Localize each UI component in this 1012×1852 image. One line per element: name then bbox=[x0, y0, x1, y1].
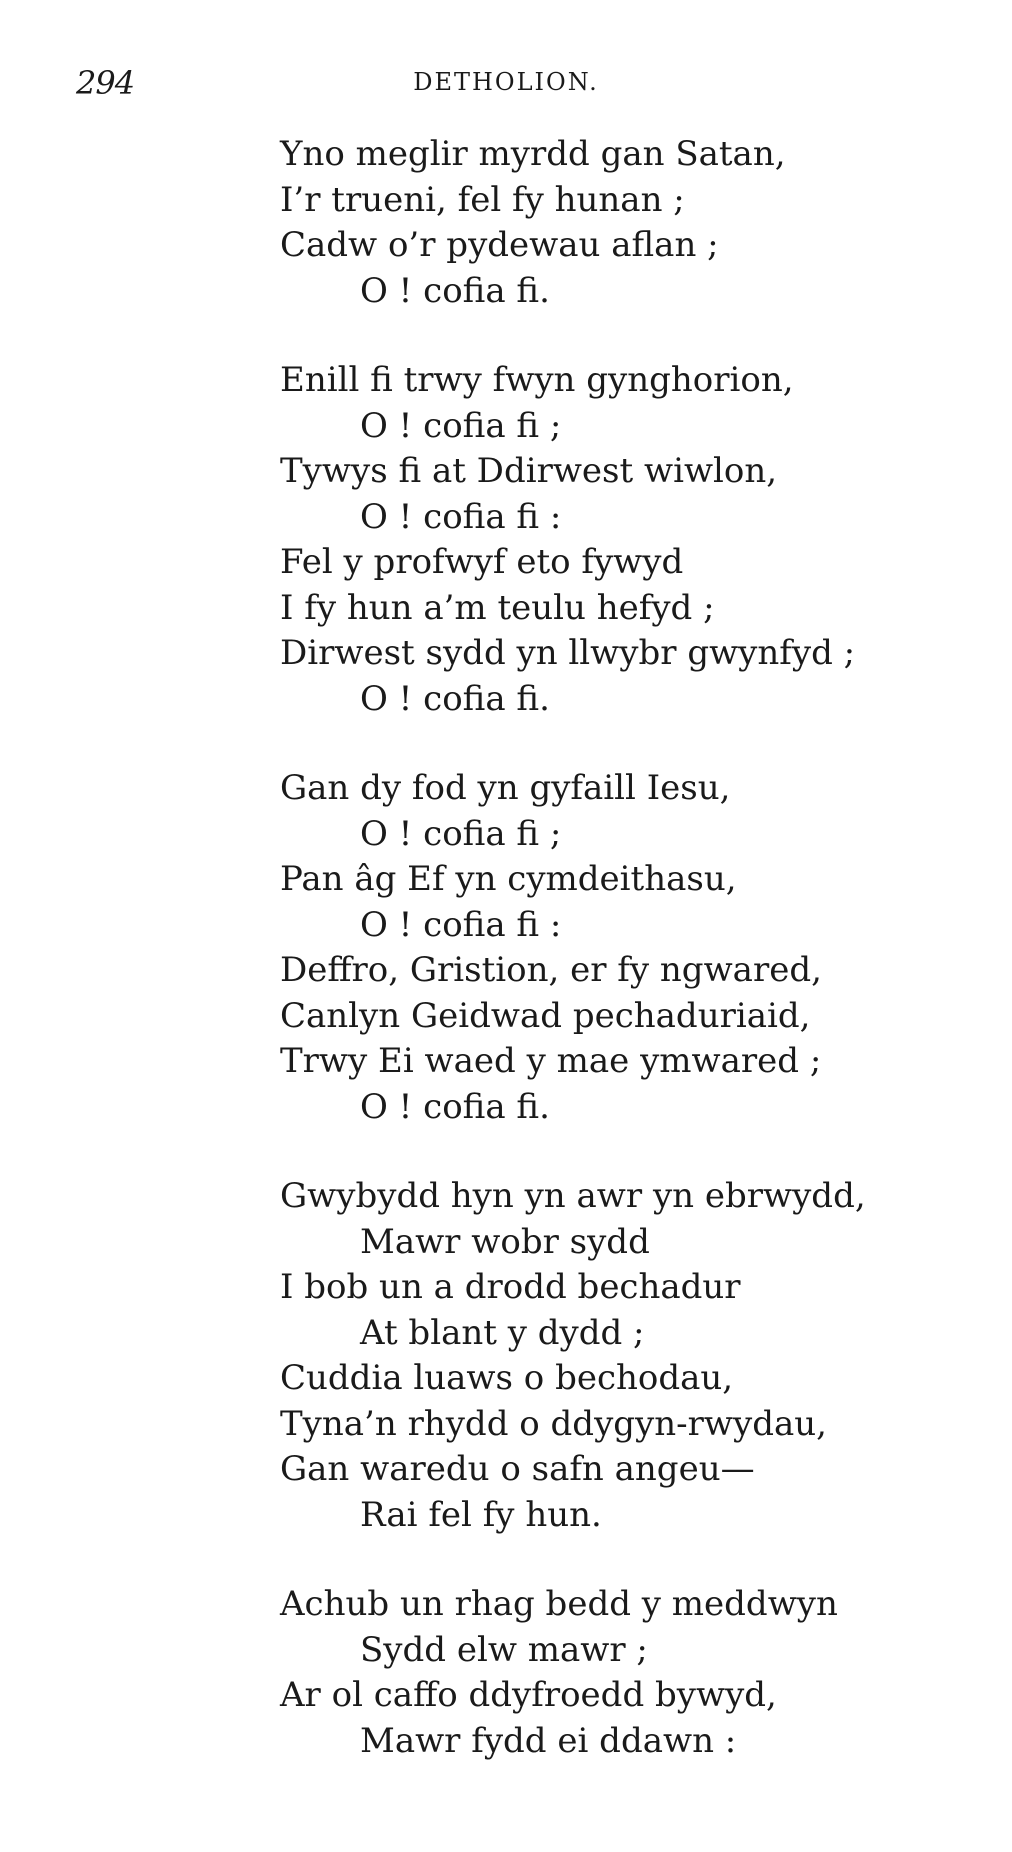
poem-line: I fy hun a’m teulu hefyd ; bbox=[280, 587, 715, 628]
poem-line: Deffro, Gristion, er fy ngwared, bbox=[280, 950, 822, 990]
poem-line: Fel y profwyf eto fywyd bbox=[280, 542, 684, 582]
stanza bbox=[280, 358, 980, 722]
poem-refrain-line: Mawr fydd ei ddawn : bbox=[360, 1720, 737, 1761]
poem-refrain-line: O ! cofia fi. bbox=[360, 270, 550, 311]
poem-line: Enill fi trwy fwyn gynghorion, bbox=[280, 360, 794, 400]
poem-line: Dirwest sydd yn llwybr gwynfyd ; bbox=[280, 633, 856, 673]
running-head: DETHOLION. bbox=[413, 68, 599, 96]
stanza bbox=[280, 132, 980, 314]
poem-refrain-line: Rai fel fy hun. bbox=[360, 1494, 602, 1535]
poem-line: Gan dy fod yn gyfaill Iesu, bbox=[280, 768, 731, 808]
poem-refrain-line: O ! cofia fi ; bbox=[360, 813, 562, 854]
stanza bbox=[280, 1582, 980, 1764]
poem-line: Achub un rhag bedd y meddwyn bbox=[280, 1584, 838, 1624]
poem-refrain-line: Mawr wobr sydd bbox=[360, 1221, 650, 1262]
poem-refrain-line: O ! cofia fi. bbox=[360, 678, 550, 719]
poem-line: Gan waredu o safn angeu— bbox=[280, 1449, 755, 1489]
poem-line: Cuddia luaws o bechodau, bbox=[280, 1358, 734, 1398]
stanza bbox=[280, 766, 980, 1130]
poem-line: Gwybydd hyn yn awr yn ebrwydd, bbox=[280, 1176, 866, 1216]
poem-refrain-line: O ! cofia fi. bbox=[360, 1086, 550, 1127]
poem-line: Canlyn Geidwad pechaduriaid, bbox=[280, 995, 811, 1036]
poem-refrain-line: O ! cofia fi : bbox=[360, 904, 562, 945]
poem-line: Trwy Ei waed y mae ymwared ; bbox=[280, 1041, 822, 1081]
stanza bbox=[280, 1174, 980, 1538]
poem-line: Ar ol caffo ddyfroedd bywyd, bbox=[280, 1675, 777, 1715]
poem-line: I bob un a drodd bechadur bbox=[280, 1267, 741, 1307]
poem-line: Pan âg Ef yn cymdeithasu, bbox=[280, 859, 737, 899]
poem-line: I’r trueni, fel fy hunan ; bbox=[280, 179, 685, 220]
poem-line: Cadw o’r pydewau aflan ; bbox=[280, 225, 719, 265]
poem-refrain-line: At blant y dydd ; bbox=[360, 1312, 645, 1353]
poem-line: Yno meglir myrdd gan Satan, bbox=[280, 134, 786, 174]
poem-refrain-line: O ! cofia fi ; bbox=[360, 405, 562, 446]
poem-refrain-line: O ! cofia fi : bbox=[360, 496, 562, 537]
poem-refrain-line: Sydd elw mawr ; bbox=[360, 1629, 648, 1670]
poem-line: Tywys fi at Ddirwest wiwlon, bbox=[280, 451, 778, 491]
page-header bbox=[76, 64, 936, 104]
poem-line: Tyna’n rhydd o ddygyn-rwydau, bbox=[280, 1403, 827, 1444]
page-number: 294 bbox=[76, 64, 135, 102]
poem bbox=[280, 132, 980, 1808]
